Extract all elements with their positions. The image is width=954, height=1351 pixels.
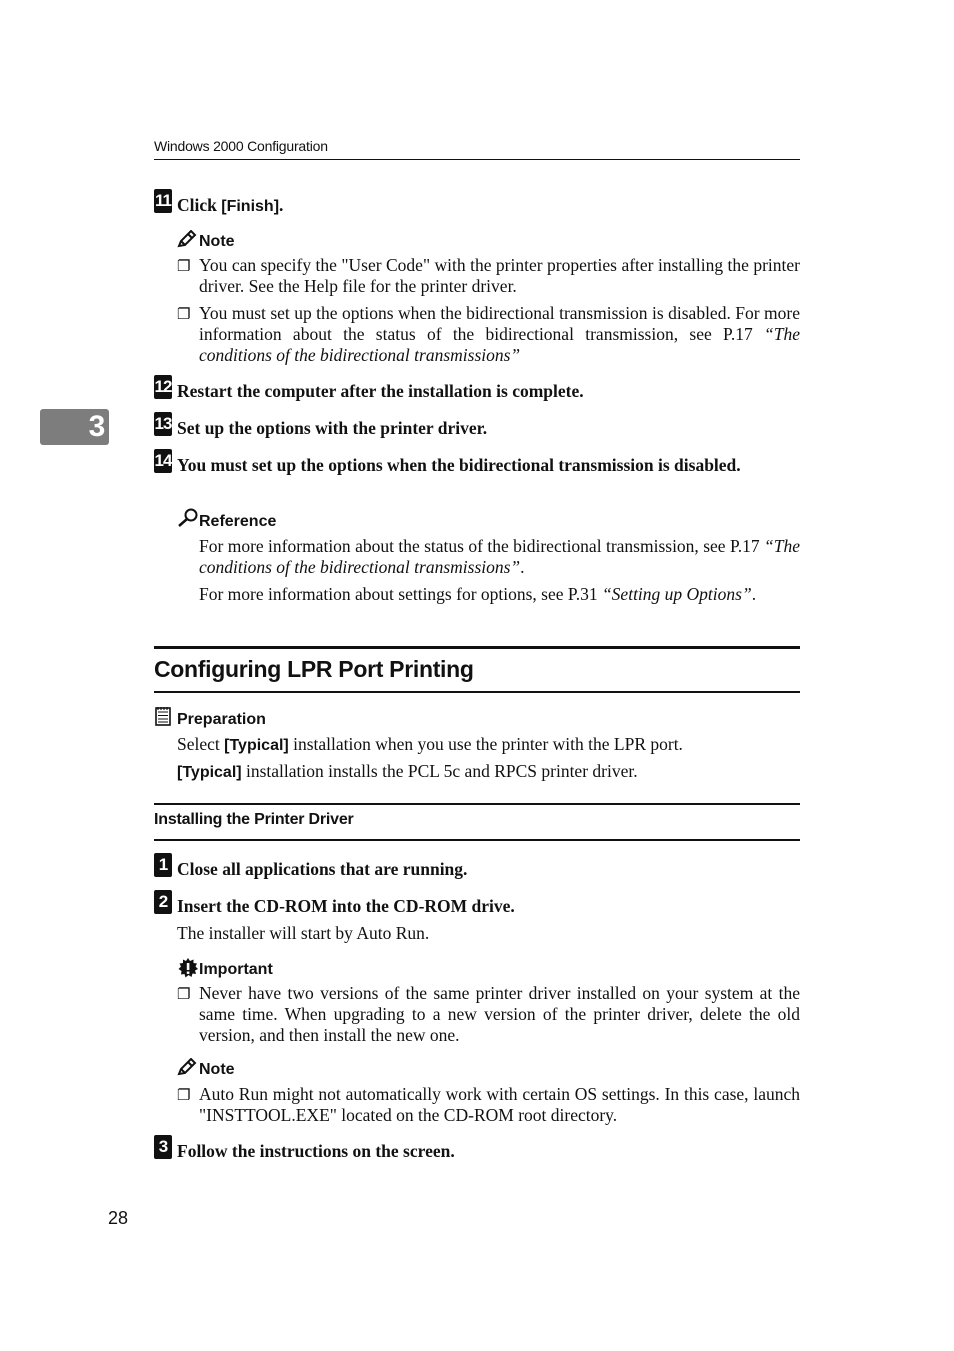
step-number-11: 11 bbox=[154, 189, 172, 213]
step-number-13: 13 bbox=[154, 412, 172, 436]
page-number: 28 bbox=[108, 1208, 129, 1228]
note2-item-1: Auto Run might not automatically work with certain OS settings. In this case, launch "INSTTOOL.EXE" located on the CD-ROM root directory. bbox=[199, 1084, 800, 1125]
reference-para-2 bbox=[199, 584, 800, 605]
note-label: Note bbox=[199, 233, 235, 250]
cross-reference: “Setting up Options” bbox=[601, 584, 752, 604]
section-rule-top bbox=[154, 646, 800, 649]
step-14-text: You must set up the options when the bidirectional transmission is disabled. bbox=[177, 455, 741, 475]
reference-text: . bbox=[520, 557, 525, 577]
chapter-number: 3 bbox=[88, 410, 106, 443]
note-item-2 bbox=[199, 303, 800, 366]
reference-text: For more information about the status of the bidirectional transmission, see P.17 bbox=[199, 536, 765, 556]
preparation-text: installation when you use the printer with the LPR port. bbox=[288, 734, 683, 754]
reference-label: Reference bbox=[199, 513, 277, 530]
bullet-icon: ❐ bbox=[177, 985, 191, 1003]
step-number-12: 12 bbox=[154, 375, 172, 399]
running-header: Windows 2000 Configuration bbox=[154, 138, 328, 154]
note-text: You must set up the options when the bidirectional transmission is disabled. For more information about the status of the bidirectional transmission, see P.17 bbox=[199, 303, 800, 344]
subsection-rule-top bbox=[154, 803, 800, 805]
section-rule-bottom bbox=[154, 691, 800, 693]
magnifier-icon bbox=[177, 508, 199, 533]
preparation-line-2 bbox=[177, 761, 638, 783]
important-label: Important bbox=[199, 961, 273, 978]
bullet-icon: ❐ bbox=[177, 1086, 191, 1104]
step-1-text: Close all applications that are running. bbox=[177, 859, 468, 879]
step-number-14: 14 bbox=[154, 449, 172, 473]
step-11-text bbox=[177, 195, 283, 216]
key-typical: [Typical] bbox=[224, 737, 289, 754]
step-3-text: Follow the instructions on the screen. bbox=[177, 1141, 455, 1161]
preparation-icon bbox=[154, 706, 172, 731]
key-finish: [Finish] bbox=[221, 198, 280, 215]
step-number-2: 2 bbox=[154, 890, 172, 914]
preparation-label: Preparation bbox=[177, 711, 266, 728]
reference-text: . bbox=[751, 584, 757, 604]
cross-reference: “The conditions of the bidirectional transmissions” bbox=[199, 324, 800, 365]
step-number-1: 1 bbox=[154, 853, 172, 877]
step-number-3: 3 bbox=[154, 1135, 172, 1159]
bullet-icon: ❐ bbox=[177, 305, 191, 323]
cross-reference: “The conditions of the bidirectional transmissions” bbox=[199, 536, 800, 577]
note-icon bbox=[177, 230, 197, 253]
bullet-icon: ❐ bbox=[177, 257, 191, 275]
key-typical: [Typical] bbox=[177, 764, 242, 781]
step-text: Click bbox=[177, 195, 222, 215]
preparation-text: installation installs the PCL 5c and RPCS printer driver. bbox=[241, 761, 638, 781]
note-label: Note bbox=[199, 1061, 235, 1078]
reference-para-1 bbox=[199, 536, 800, 578]
step-text: . bbox=[279, 195, 284, 215]
note-icon bbox=[177, 1058, 197, 1081]
step-2-text: Insert the CD-ROM into the CD-ROM drive. bbox=[177, 896, 515, 916]
header-rule bbox=[154, 159, 800, 160]
step-13-text: Set up the options with the printer driver. bbox=[177, 418, 488, 438]
step-12-text: Restart the computer after the installation is complete. bbox=[177, 381, 584, 401]
important-item-1: Never have two versions of the same printer driver installed on your system at the same time. When upgrading to a new version of the printer driver, delete the old version, and then install the new one. bbox=[199, 983, 800, 1045]
preparation-text: Select bbox=[177, 734, 225, 754]
subsection-rule-bottom bbox=[154, 839, 800, 841]
section-title: Configuring LPR Port Printing bbox=[154, 656, 474, 682]
important-icon bbox=[177, 957, 199, 984]
subsection-title: Installing the Printer Driver bbox=[154, 811, 354, 828]
preparation-line-1 bbox=[177, 734, 683, 756]
step-2-result: The installer will start by Auto Run. bbox=[177, 923, 430, 943]
reference-text: For more information about settings for options, see P.31 bbox=[199, 584, 602, 604]
note-item-1: You can specify the "User Code" with the printer properties after installing the printer driver. See the Help file for the printer driver. bbox=[199, 255, 800, 296]
